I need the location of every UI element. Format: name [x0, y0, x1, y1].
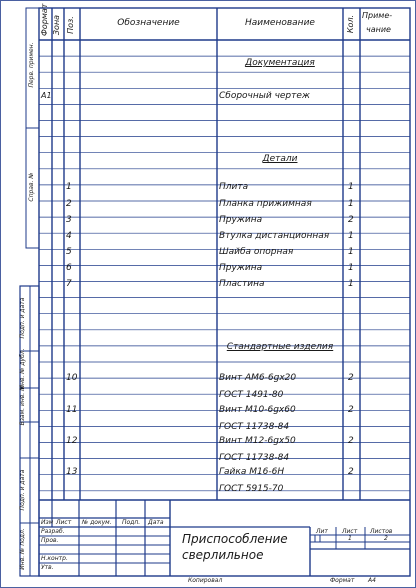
std-standard: ГОСТ 1491-80 — [219, 390, 284, 400]
margin-inv-podl: Инв. № подл. — [19, 528, 26, 570]
footer-format: Формат — [330, 577, 355, 584]
part-name: Плита — [219, 182, 249, 192]
assembly-format: А1 — [41, 91, 52, 100]
margin-podp-data-2: Подп. и дата — [19, 469, 26, 511]
part-qty: 1 — [348, 263, 354, 273]
header-format: Формат — [40, 3, 49, 36]
std-standard: ГОСТ 5915-70 — [219, 484, 284, 494]
tb-list-value: 1 — [348, 535, 352, 542]
part-name: Пластина — [219, 279, 265, 289]
tb-listov-label: Листов — [370, 528, 393, 535]
tb-list: Лист — [56, 519, 72, 526]
part-pos: 3 — [66, 215, 72, 225]
std-qty: 2 — [348, 405, 354, 415]
part-pos: 5 — [66, 247, 72, 257]
assembly-name: Сборочный чертеж — [219, 91, 311, 101]
section-standard: Стандартные изделия — [226, 342, 334, 352]
part-name: Шайба опорная — [219, 247, 294, 257]
part-qty: 1 — [348, 199, 354, 209]
margin-inv-dubl: Инв. № дубл. — [19, 348, 26, 390]
part-pos: 4 — [66, 231, 72, 241]
std-name: Винт М10-6gх60 — [219, 405, 296, 415]
tb-razrab: Разраб. — [41, 528, 65, 535]
part-pos: 7 — [66, 279, 72, 289]
footer-copied: Копировал — [188, 577, 223, 584]
std-name: Винт М12-6gх50 — [219, 436, 296, 446]
footer-format-value: А4 — [368, 577, 376, 584]
tb-list-label: Лист — [342, 528, 358, 535]
section-documentation: Документация — [245, 58, 315, 68]
header-pos: Поз. — [66, 16, 75, 34]
header-designation: Обозначение — [117, 18, 180, 28]
part-qty: 1 — [348, 231, 354, 241]
part-name: Втулка дистанционная — [219, 231, 330, 241]
tb-doc-no: № докум. — [82, 519, 112, 526]
part-name: Пружина — [219, 215, 263, 225]
std-pos: 11 — [66, 405, 78, 415]
part-pos: 6 — [66, 263, 72, 273]
margin-vzam-inv: Взам. инв. № — [19, 384, 26, 426]
section-details: Детали — [262, 154, 298, 164]
header-zone: Зона — [52, 14, 61, 36]
tb-prov: Пров. — [41, 537, 59, 544]
std-standard: ГОСТ 11738-84 — [219, 422, 290, 432]
std-qty: 2 — [348, 373, 354, 383]
header-note-line1: Приме- — [362, 11, 393, 20]
tb-n-kontr: Н.контр. — [41, 555, 68, 562]
std-standard: ГОСТ 11738-84 — [219, 453, 290, 463]
std-qty: 2 — [348, 436, 354, 446]
part-name: Планка прижимная — [219, 199, 312, 209]
part-name: Пружина — [219, 263, 263, 273]
std-name: Винт АМ6-6gх20 — [219, 373, 297, 383]
part-pos: 1 — [66, 182, 72, 192]
std-pos: 10 — [66, 373, 78, 383]
tb-data: Дата — [148, 519, 164, 526]
part-qty: 1 — [348, 279, 354, 289]
header-note-line2: чание — [366, 25, 391, 34]
std-name: Гайка М16-6Н — [219, 467, 285, 477]
header-name: Наименование — [245, 18, 315, 28]
std-qty: 2 — [348, 467, 354, 477]
margin-perv-primen: Перв. примен. — [28, 42, 35, 88]
part-qty: 1 — [348, 247, 354, 257]
margin-podp-data-1: Подп. и дата — [19, 297, 26, 339]
tb-utv: Утв. — [41, 564, 54, 571]
part-qty: 1 — [348, 182, 354, 192]
tb-lit: Лит — [316, 528, 328, 535]
part-qty: 2 — [348, 215, 354, 225]
header-qty: Кол. — [346, 14, 355, 34]
drawing-title-line2: сверлильное — [182, 548, 264, 562]
tb-izm: Изм — [41, 519, 54, 526]
drawing-title-line1: Приспособление — [182, 532, 288, 546]
std-pos: 12 — [66, 436, 78, 446]
margin-sprav-no: Справ. № — [28, 172, 35, 202]
tb-podp: Подп. — [122, 519, 141, 526]
part-pos: 2 — [66, 199, 72, 209]
std-pos: 13 — [66, 467, 78, 477]
tb-listov-value: 2 — [384, 535, 388, 542]
